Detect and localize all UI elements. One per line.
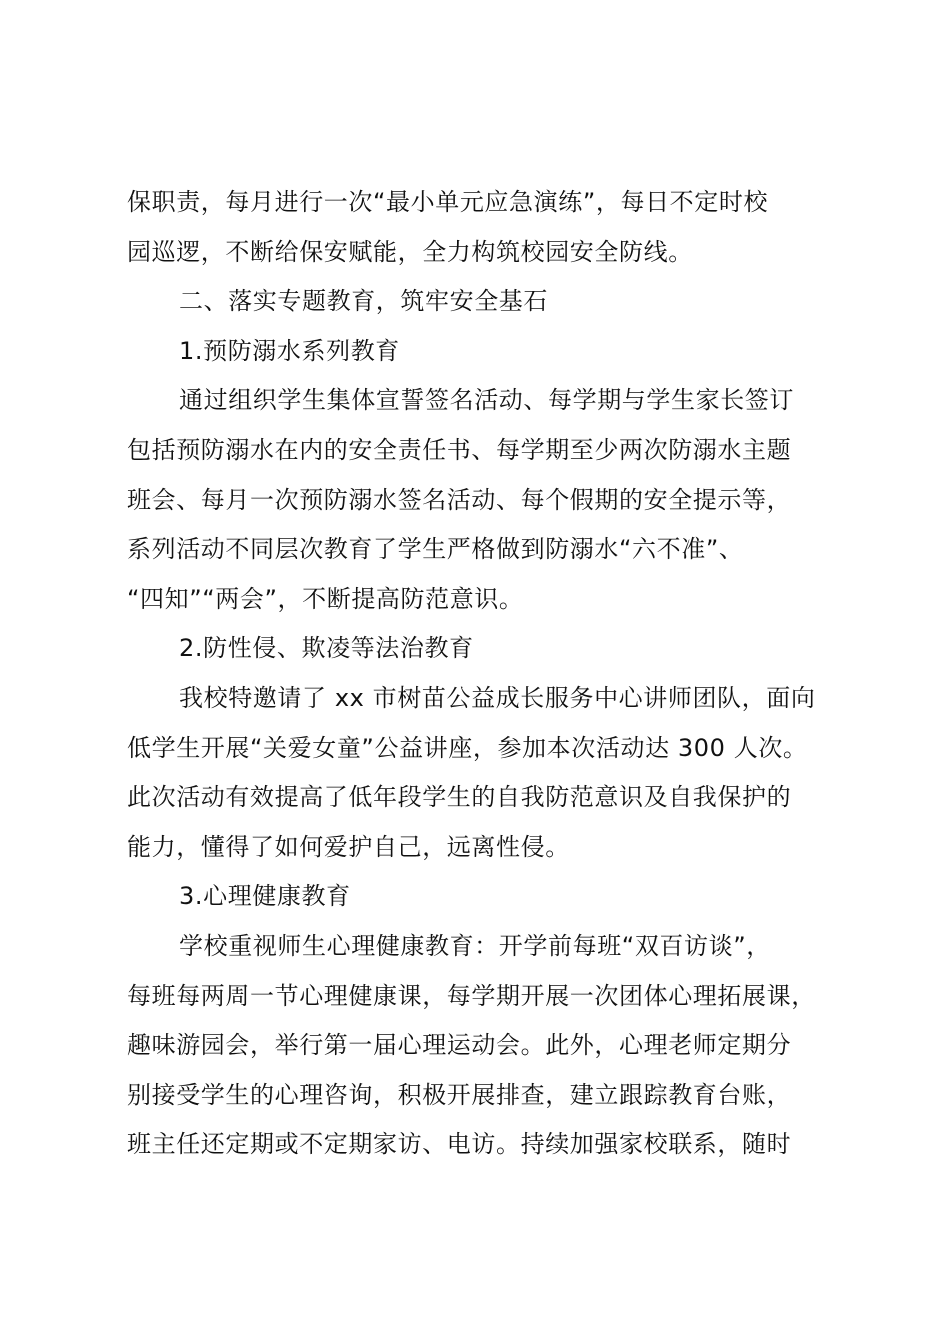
- subsection-heading-3: 3.心理健康教育: [179, 882, 351, 911]
- section-heading: 二、落实专题教育，筑牢安全基石: [179, 287, 548, 316]
- document-body: [127, 178, 867, 1170]
- paragraph-line: 能力，懂得了如何爱护自己，远离性侵。: [127, 832, 570, 861]
- paragraph-line: 低学生开展“关爱女童”公益讲座，参加本次活动达 300 人次。: [127, 733, 808, 762]
- subsection-heading-1: 1.预防溺水系列教育: [179, 336, 400, 365]
- paragraph-line: 班会、每月一次预防溺水签名活动、每个假期的安全提示等，: [127, 485, 792, 514]
- paragraph-line: “四知”“两会”，不断提高防范意识。: [127, 584, 524, 613]
- paragraph-line: 系列活动不同层次教育了学生严格做到防溺水“六不准”、: [127, 535, 744, 564]
- paragraph-line: 我校特邀请了 xx 市树苗公益成长服务中心讲师团队，面向: [179, 683, 816, 712]
- paragraph-line: 此次活动有效提高了低年段学生的自我防范意识及自我保护的: [127, 783, 792, 812]
- paragraph-line: 别接受学生的心理咨询，积极开展排查，建立跟踪教育台账，: [127, 1080, 792, 1109]
- paragraph-line: 每班每两周一节心理健康课，每学期开展一次团体心理拓展课，: [127, 981, 816, 1010]
- paragraph-line-end: 园巡逻，不断给保安赋能，全力构筑校园安全防线。: [127, 237, 693, 266]
- subsection-heading-2: 2.防性侵、欺凌等法治教育: [179, 634, 474, 663]
- paragraph-line: 趣味游园会，举行第一届心理运动会。此外，心理老师定期分: [127, 1031, 792, 1060]
- paragraph-line: 学校重视师生心理健康教育：开学前每班“双百访谈”，: [179, 931, 771, 960]
- paragraph-line: 班主任还定期或不定期家访、电访。持续加强家校联系，随时: [127, 1130, 792, 1159]
- paragraph-line: 通过组织学生集体宣誓签名活动、每学期与学生家长签订: [179, 386, 794, 415]
- paragraph-line: 包括预防溺水在内的安全责任书、每学期至少两次防溺水主题: [127, 435, 792, 464]
- paragraph-line-continuation: 保职责，每月进行一次“最小单元应急演练”，每日不定时校: [127, 188, 769, 216]
